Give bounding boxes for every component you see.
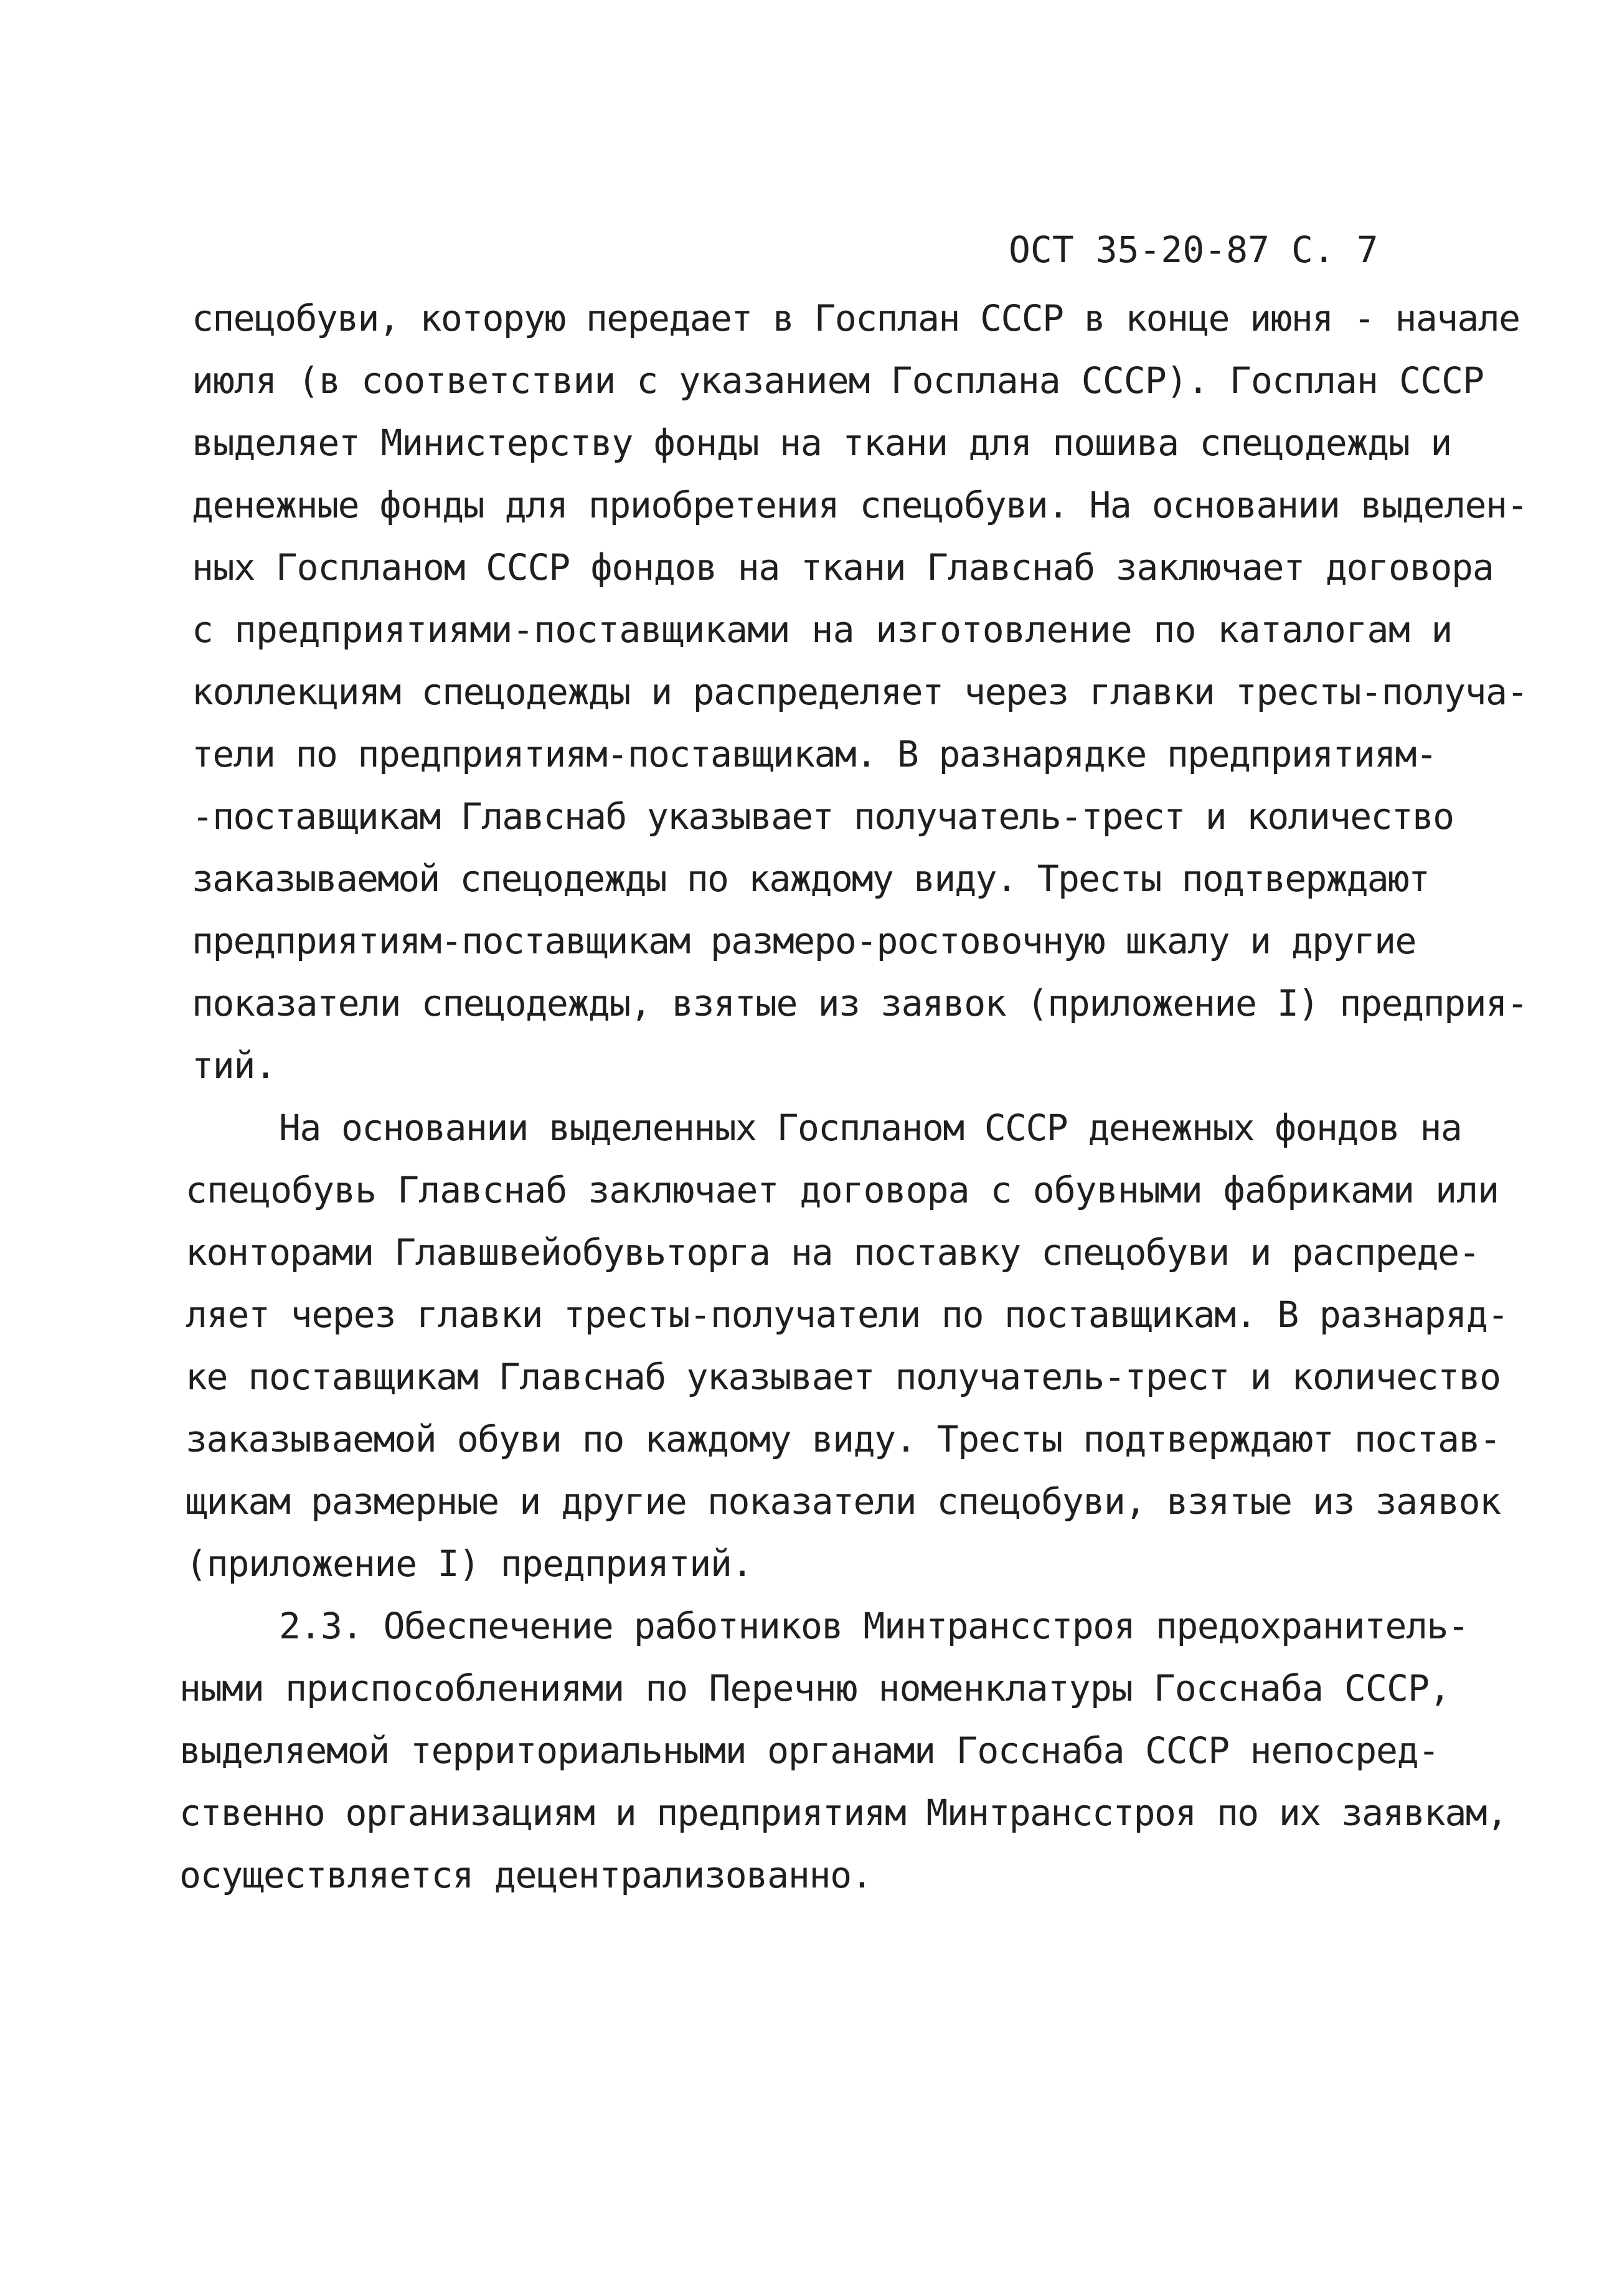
- text-line-13: тий.: [192, 1044, 276, 1087]
- text-line-14: На основании выделенных Госпланом СССР денежных фондов на: [279, 1107, 1462, 1149]
- text-line-20: щикам размерные и другие показатели спецобуви, взятые из заявок: [186, 1480, 1501, 1523]
- text-line-5: ных Госпланом СССР фондов на ткани Главснаб заключает договора: [192, 546, 1494, 588]
- text-line-16: конторами Главшвейобувьторга на поставку спецобуви и распреде-: [186, 1231, 1480, 1273]
- text-line-12: показатели спецодежды, взятые из заявок (приложение I) предприя-: [192, 982, 1528, 1024]
- text-line-10: заказываемой спецодежды по каждому виду. Тресты подтверждают: [192, 857, 1430, 900]
- text-line-23: ными приспособлениями по Перечню номенклатуры Госснаба СССР,: [179, 1667, 1451, 1709]
- text-line-18: ке поставщикам Главснаб указывает получатель-трест и количество: [186, 1356, 1501, 1398]
- text-line-9: -поставщикам Главснаб указывает получатель-трест и количество: [192, 795, 1454, 838]
- text-line-1: спецобуви, которую передает в Госплан СССР в конце июня - начале: [192, 297, 1520, 339]
- text-line-24: выделяемой территориальными органами Госснаба СССР непосред-: [179, 1729, 1440, 1772]
- text-line-7: коллекциям спецодежды и распределяет через главки тресты-получа-: [192, 671, 1528, 713]
- text-line-11: предприятиям-поставщикам размеро-ростовочную шкалу и другие: [192, 920, 1416, 962]
- text-line-15: спецобувь Главснаб заключает договора с обувными фабриками или: [186, 1169, 1499, 1211]
- text-line-2: июля (в соответствии с указанием Госплана СССР). Госплан СССР: [192, 359, 1484, 402]
- text-line-21: (приложение I) предприятий.: [186, 1542, 753, 1585]
- text-line-22: 2.3. Обеспечение работников Минтрансстроя предохранитель-: [279, 1605, 1469, 1647]
- text-line-6: с предприятиями-поставщиками на изготовление по каталогам и: [192, 608, 1453, 651]
- text-line-3: выделяет Министерству фонды на ткани для пошива спецодежды и: [192, 422, 1452, 464]
- text-line-17: ляет через главки тресты-получатели по поставщикам. В разнаряд-: [186, 1293, 1509, 1336]
- text-line-25: ственно организациям и предприятиям Минтрансстроя по их заявкам,: [179, 1792, 1507, 1834]
- text-line-19: заказываемой обуви по каждому виду. Тресты подтверждают постав-: [186, 1418, 1501, 1460]
- text-line-26: осуществляется децентрализованно.: [179, 1854, 872, 1896]
- text-line-4: денежные фонды для приобретения спецобуви. На основании выделен-: [192, 484, 1528, 526]
- page-header: ОСТ 35-20-87 С. 7: [1009, 229, 1379, 271]
- text-line-8: тели по предприятиям-поставщикам. В разнарядке предприятиям-: [192, 733, 1437, 775]
